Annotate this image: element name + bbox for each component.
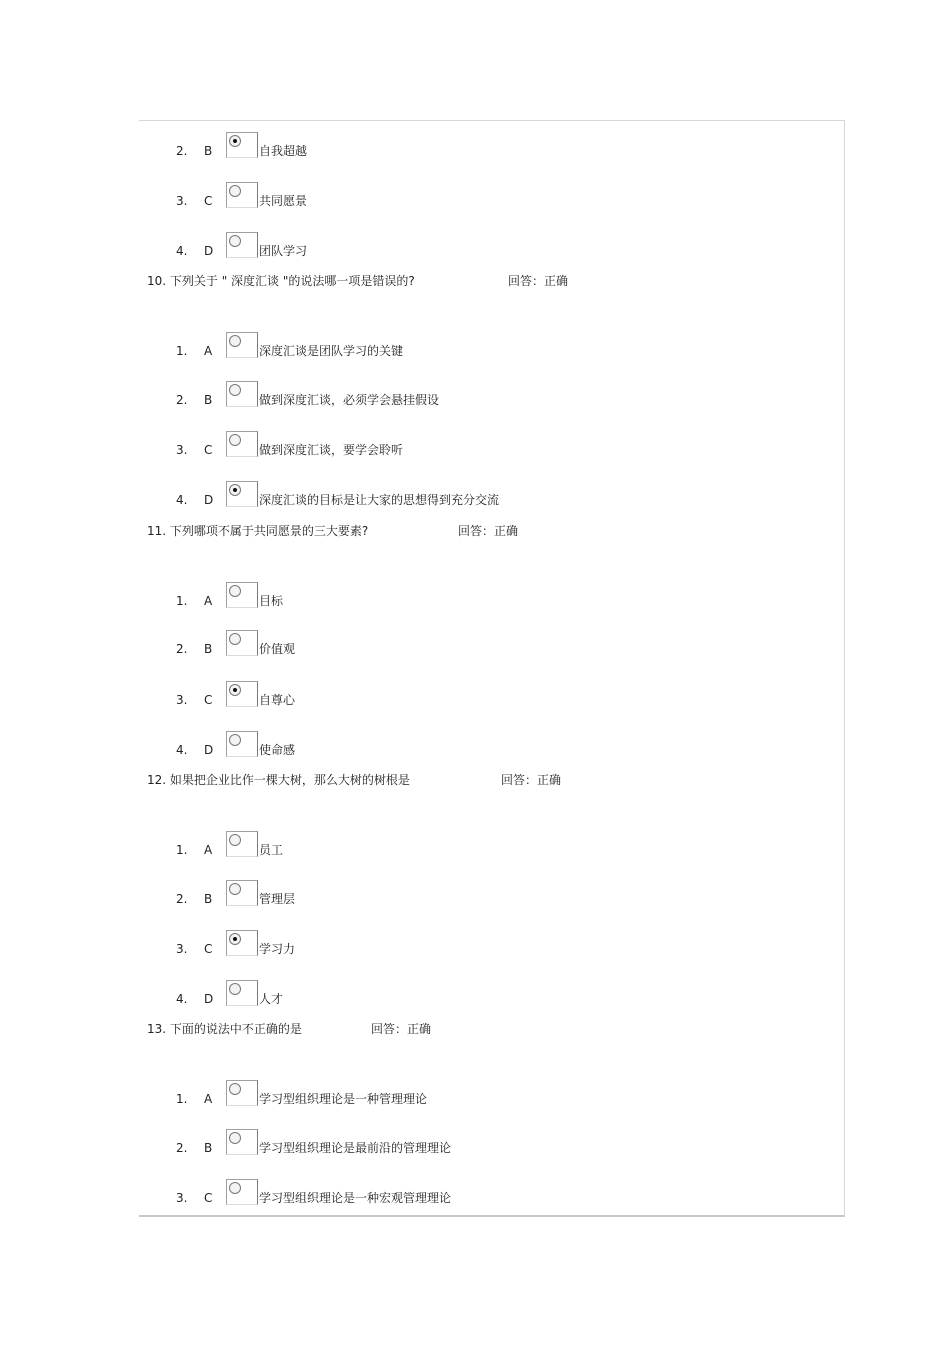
radio-icon[interactable]	[229, 633, 241, 645]
radio-icon[interactable]	[229, 834, 241, 846]
option-row[interactable]	[0, 731, 950, 761]
option-radio-box[interactable]	[226, 681, 258, 707]
question-title: 13. 下面的说法中不正确的是	[147, 1022, 302, 1036]
option-letter: B	[204, 393, 213, 407]
option-text: 价值观	[259, 642, 296, 656]
option-number: 4.	[176, 493, 188, 507]
option-number: 2.	[176, 144, 188, 158]
option-row[interactable]	[0, 1179, 950, 1209]
option-number: 3.	[176, 693, 188, 707]
option-text: 管理层	[259, 892, 296, 906]
option-letter: C	[204, 1191, 213, 1205]
option-letter: A	[204, 1092, 213, 1106]
option-row[interactable]	[0, 132, 950, 162]
option-letter: C	[204, 194, 213, 208]
option-number: 1.	[176, 843, 188, 857]
option-text: 做到深度汇谈，必须学会悬挂假设	[259, 393, 440, 407]
option-letter: B	[204, 892, 213, 906]
option-radio-box[interactable]	[226, 232, 258, 258]
option-text: 学习型组织理论是一种管理理论	[259, 1092, 428, 1106]
option-letter: D	[204, 244, 214, 258]
option-letter: A	[204, 344, 213, 358]
option-text: 自我超越	[259, 144, 308, 158]
radio-icon[interactable]	[229, 484, 241, 496]
option-number: 3.	[176, 443, 188, 457]
option-text: 使命感	[259, 743, 296, 757]
option-radio-box[interactable]	[226, 831, 258, 857]
option-radio-box[interactable]	[226, 381, 258, 407]
option-letter: D	[204, 743, 214, 757]
option-number: 3.	[176, 1191, 188, 1205]
option-text: 人才	[259, 992, 284, 1006]
option-row[interactable]	[0, 1080, 950, 1110]
option-number: 3.	[176, 942, 188, 956]
option-row[interactable]	[0, 1129, 950, 1159]
radio-icon[interactable]	[229, 335, 241, 347]
radio-icon[interactable]	[229, 135, 241, 147]
option-row[interactable]	[0, 182, 950, 212]
question-title: 11. 下列哪项不属于共同愿景的三大要素?	[147, 524, 369, 538]
option-letter: C	[204, 443, 213, 457]
radio-icon[interactable]	[229, 585, 241, 597]
option-text: 学习力	[259, 942, 296, 956]
radio-icon[interactable]	[229, 384, 241, 396]
option-radio-box[interactable]	[226, 880, 258, 906]
option-radio-box[interactable]	[226, 930, 258, 956]
option-text: 深度汇谈是团队学习的关键	[259, 344, 404, 358]
option-text: 员工	[259, 843, 284, 857]
option-radio-box[interactable]	[226, 630, 258, 656]
radio-icon[interactable]	[229, 235, 241, 247]
option-radio-box[interactable]	[226, 431, 258, 457]
option-row[interactable]	[0, 980, 950, 1010]
radio-icon[interactable]	[229, 734, 241, 746]
radio-icon[interactable]	[229, 185, 241, 197]
option-text: 学习型组织理论是最前沿的管理理论	[259, 1141, 452, 1155]
option-number: 2.	[176, 1141, 188, 1155]
option-letter: C	[204, 693, 213, 707]
option-number: 2.	[176, 892, 188, 906]
answer-status: 回答：正确	[501, 773, 562, 787]
option-row[interactable]	[0, 681, 950, 711]
answer-status: 回答：正确	[508, 274, 569, 288]
radio-icon[interactable]	[229, 883, 241, 895]
option-row[interactable]	[0, 481, 950, 511]
option-radio-box[interactable]	[226, 1129, 258, 1155]
option-number: 1.	[176, 1092, 188, 1106]
option-letter: B	[204, 1141, 213, 1155]
option-letter: B	[204, 144, 213, 158]
radio-icon[interactable]	[229, 1132, 241, 1144]
option-radio-box[interactable]	[226, 481, 258, 507]
option-number: 2.	[176, 642, 188, 656]
option-row[interactable]	[0, 880, 950, 910]
option-number: 4.	[176, 743, 188, 757]
option-text: 目标	[259, 594, 284, 608]
option-letter: A	[204, 843, 213, 857]
option-text: 学习型组织理论是一种宏观管理理论	[259, 1191, 452, 1205]
option-number: 1.	[176, 594, 188, 608]
option-text: 团队学习	[259, 244, 308, 258]
option-radio-box[interactable]	[226, 182, 258, 208]
option-number: 3.	[176, 194, 188, 208]
radio-icon[interactable]	[229, 933, 241, 945]
option-radio-box[interactable]	[226, 332, 258, 358]
question-title: 10. 下列关于 " 深度汇谈 "的说法哪一项是错误的?	[147, 274, 415, 288]
radio-icon[interactable]	[229, 434, 241, 446]
option-number: 4.	[176, 992, 188, 1006]
option-letter: B	[204, 642, 213, 656]
option-row[interactable]	[0, 930, 950, 960]
option-radio-box[interactable]	[226, 132, 258, 158]
option-row[interactable]	[0, 582, 950, 612]
radio-icon[interactable]	[229, 983, 241, 995]
option-letter: C	[204, 942, 213, 956]
option-row[interactable]	[0, 232, 950, 262]
option-row[interactable]	[0, 831, 950, 861]
option-number: 1.	[176, 344, 188, 358]
option-radio-box[interactable]	[226, 980, 258, 1006]
option-text: 共同愿景	[259, 194, 308, 208]
option-radio-box[interactable]	[226, 582, 258, 608]
option-row[interactable]	[0, 431, 950, 461]
option-letter: A	[204, 594, 213, 608]
option-radio-box[interactable]	[226, 1179, 258, 1205]
option-letter: D	[204, 992, 214, 1006]
answer-status: 回答：正确	[371, 1022, 432, 1036]
option-text: 深度汇谈的目标是让大家的思想得到充分交流	[259, 493, 500, 507]
option-text: 做到深度汇谈，要学会聆听	[259, 443, 404, 457]
option-row[interactable]	[0, 332, 950, 362]
option-text: 自尊心	[259, 693, 296, 707]
option-row[interactable]	[0, 381, 950, 411]
option-number: 4.	[176, 244, 188, 258]
radio-icon[interactable]	[229, 1182, 241, 1194]
radio-icon[interactable]	[229, 1083, 241, 1095]
question-title: 12. 如果把企业比作一棵大树，那么大树的树根是	[147, 773, 410, 787]
option-radio-box[interactable]	[226, 1080, 258, 1106]
radio-icon[interactable]	[229, 684, 241, 696]
option-letter: D	[204, 493, 214, 507]
option-row[interactable]	[0, 630, 950, 660]
option-number: 2.	[176, 393, 188, 407]
option-radio-box[interactable]	[226, 731, 258, 757]
answer-status: 回答：正确	[458, 524, 519, 538]
